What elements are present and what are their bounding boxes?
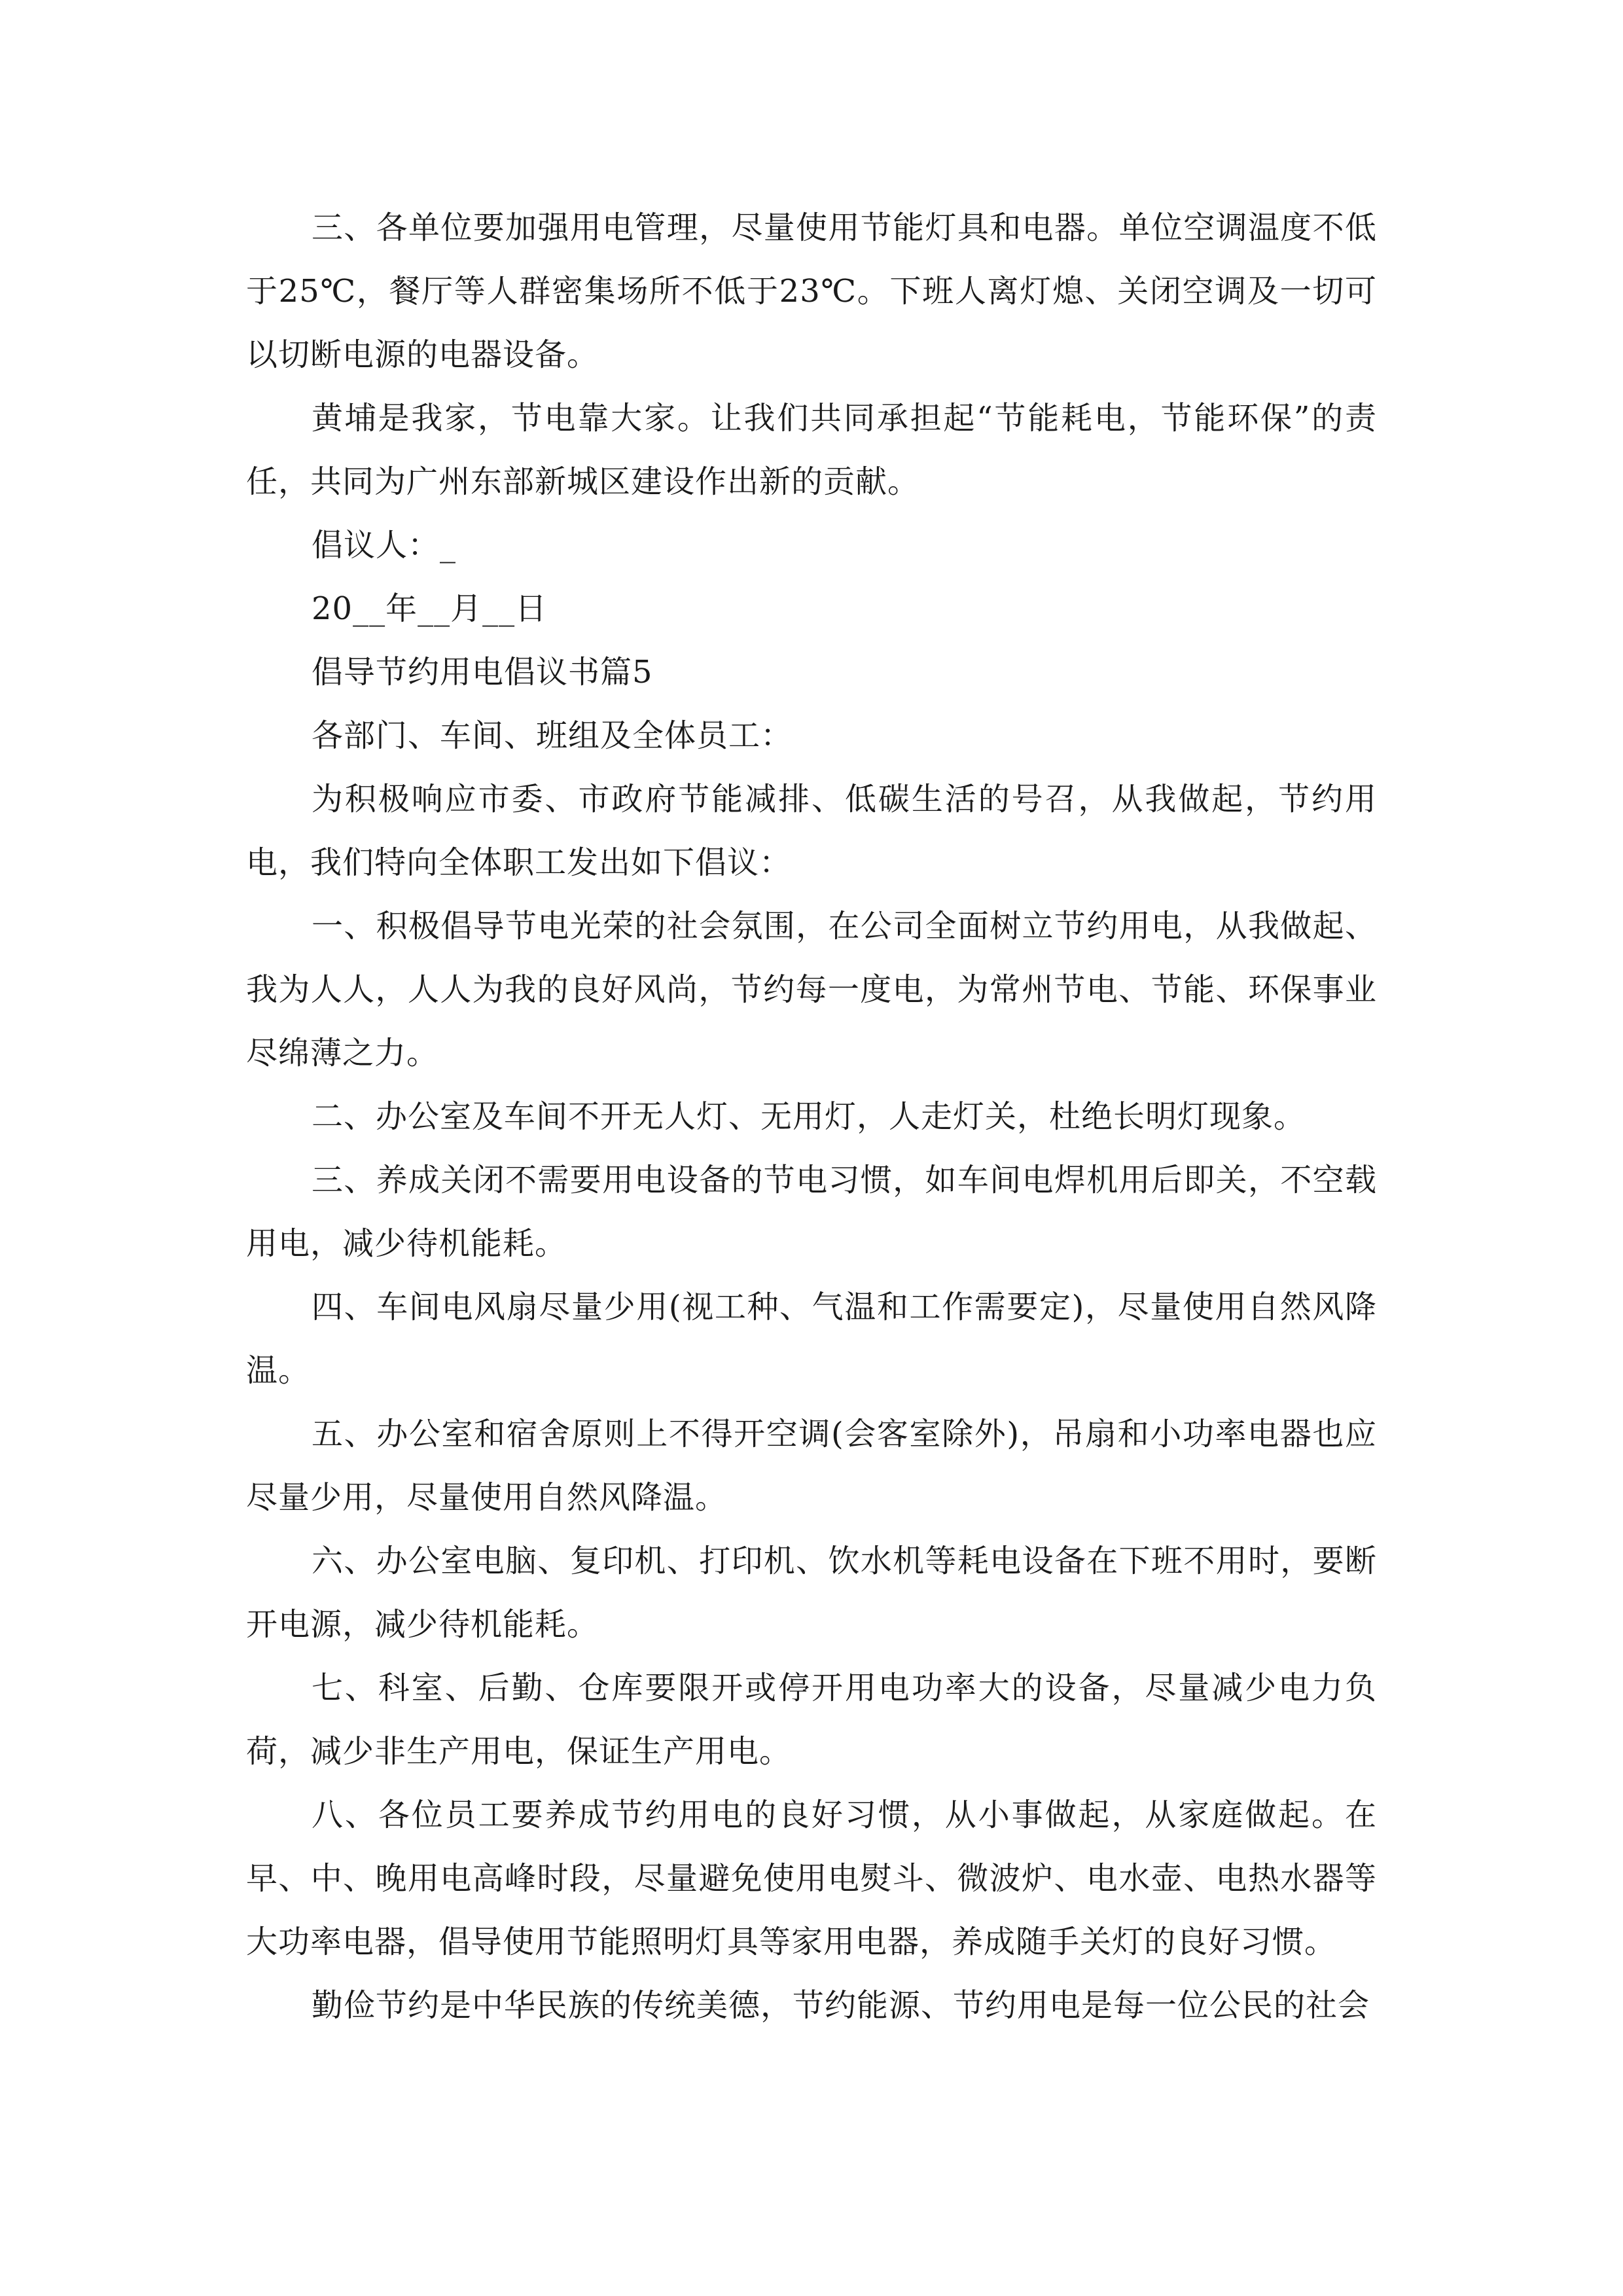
- paragraph-item-5: 五、办公室和宿舍原则上不得开空调(会客室除外)，吊扇和小功率电器也应尽量少用，尽量使用自然风降温。: [246, 1416, 1377, 1516]
- paragraph-item-3-electricity-management: 三、各单位要加强用电管理，尽量使用节能灯具和电器。单位空调温度不低于25℃，餐厅等人群密集场所不低于23℃。下班人离灯熄、关闭空调及一切可以切断电源的电器设备。: [246, 209, 1377, 373]
- paragraph-item-6: 六、办公室电脑、复印机、打印机、饮水机等耗电设备在下班不用时，要断开电源，减少待机能耗。: [246, 1543, 1377, 1643]
- document-body: [246, 196, 1377, 2037]
- date-line: 20__年__月__日: [312, 590, 548, 627]
- paragraph-item-8: 八、各位员工要养成节约用电的良好习惯，从小事做起，从家庭做起。在早、中、晚用电高峰时段，尽量避免使用电熨斗、微波炉、电水壶、电热水器等大功率电器，倡导使用节能照明灯具等家用电器，养成随手关灯的良好习惯。: [246, 1797, 1377, 1960]
- section-title: 倡导节约用电倡议书篇5: [312, 654, 653, 691]
- paragraph-item-7: 七、科室、后勤、仓库要限开或停开用电功率大的设备，尽量减少电力负荷，减少非生产用电，保证生产用电。: [246, 1670, 1377, 1770]
- paragraph-intro: 为积极响应市委、市政府节能减排、低碳生活的号召，从我做起，节约用电，我们特向全体职工发出如下倡议：: [246, 781, 1377, 881]
- paragraph-item-2: 二、办公室及车间不开无人灯、无用灯，人走灯关，杜绝长明灯现象。: [312, 1098, 1306, 1135]
- paragraph-closing: 勤俭节约是中华民族的传统美德，节约能源、节约用电是每一位公民的社会: [312, 1987, 1370, 2024]
- paragraph-item-4: 四、车间电风扇尽量少用(视工种、气温和工作需要定)，尽量使用自然风降温。: [246, 1289, 1377, 1389]
- paragraph-huangpu-appeal: 黄埔是我家，节电靠大家。让我们共同承担起“节能耗电，节能环保”的责任，共同为广州东部新城区建设作出新的贡献。: [246, 400, 1377, 500]
- initiator-line: 倡议人：_: [312, 527, 457, 564]
- paragraph-item-1: 一、积极倡导节电光荣的社会氛围，在公司全面树立节约用电，从我做起、我为人人，人人为我的良好风尚，节约每一度电，为常州节电、节能、环保事业尽绵薄之力。: [246, 908, 1377, 1071]
- paragraph-item-3: 三、养成关闭不需要用电设备的节电习惯，如车间电焊机用后即关，不空载用电，减少待机能耗。: [246, 1162, 1377, 1262]
- salutation: 各部门、车间、班组及全体员工：: [312, 717, 793, 754]
